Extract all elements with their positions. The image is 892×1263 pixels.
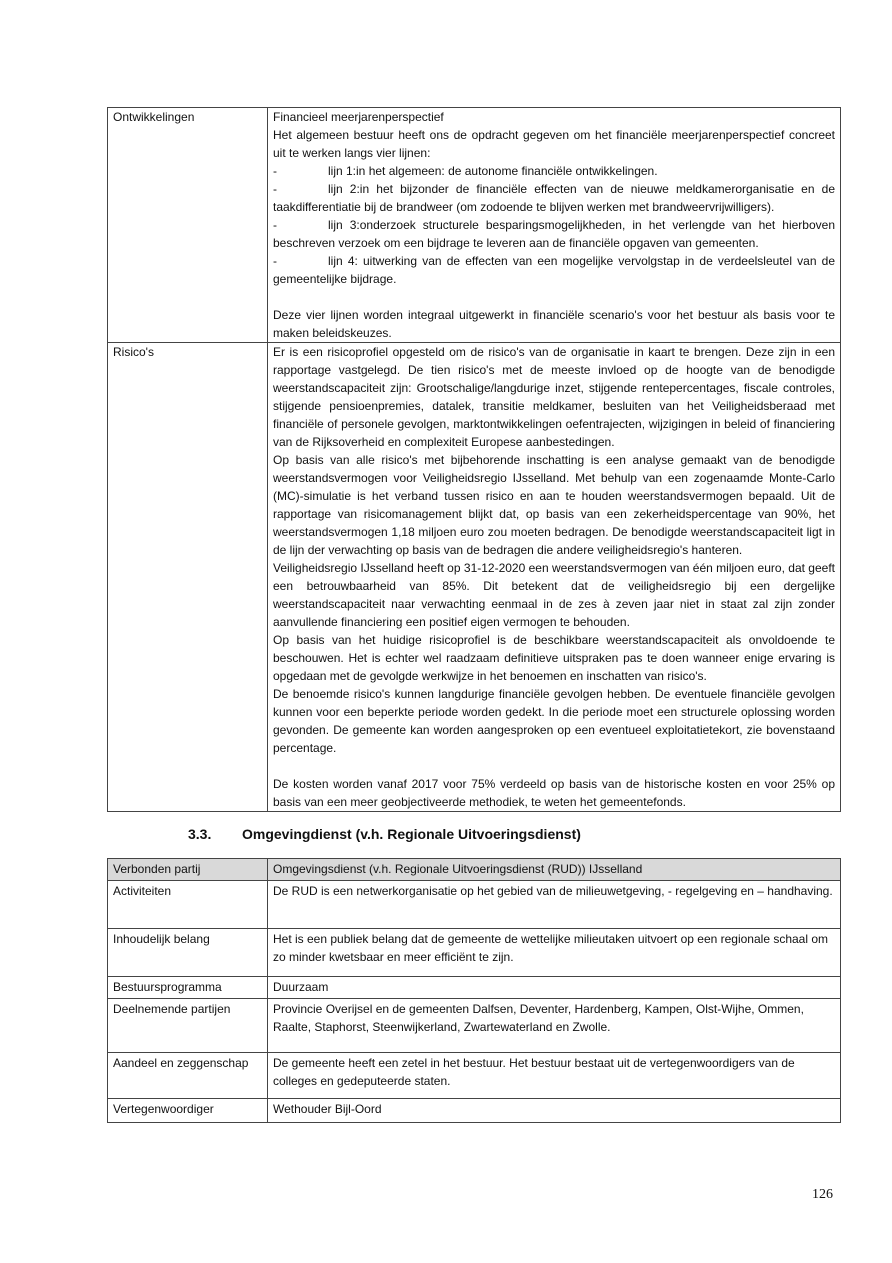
spacer — [273, 757, 835, 775]
cell-label: Vertegenwoordiger — [108, 1099, 268, 1123]
table-row — [108, 1053, 841, 1099]
ontwikkelingen-content — [268, 108, 841, 343]
list-item — [273, 162, 835, 180]
paragraph: De kosten worden vanaf 2017 voor 75% verdeeld op basis van de historische kosten en voor 25% op basis van een meer geobjectiveerde methodiek, te weten het gemeentefonds. — [273, 777, 835, 809]
cell-label: Bestuursprogramma — [108, 977, 268, 999]
risk-development-table — [107, 107, 841, 812]
paragraph: De benoemde risico's kunnen langdurige financiële gevolgen hebben. De eventuele financiële gevolgen kunnen voor een beperkte periode worden gedekt. In die periode moet een structurele oplossing worden gevonden. De gemeente kan worden aangesproken op een eventueel exploitatietekort, zie bovenstaand percentage. — [273, 687, 835, 755]
table-row — [108, 999, 841, 1053]
spacer — [273, 288, 835, 306]
paragraph: Op basis van het huidige risicoprofiel is de beschikbare weerstandscapaciteit als onvoldoende te beschouwen. Het is echter wel raadzaam definitieve uitspraken pas te doen wanneer enige ervaring is opgedaan met de gevolgde werkwijze in het benoemen en inschatten van risico's. — [273, 633, 835, 683]
bullet-continuation: beschreven verzoek om een bijdrage te leveren aan de financiële opgaven van gemeenten. — [273, 236, 759, 250]
content-subtitle: Financieel meerjarenperspectief — [273, 110, 444, 124]
cell-value: Omgevingsdienst (v.h. Regionale Uitvoeringsdienst (RUD)) IJsselland — [268, 859, 841, 881]
section-number: 3.3. — [188, 826, 212, 842]
table-row — [108, 108, 841, 343]
table-row — [108, 343, 841, 812]
cell-label: Aandeel en zeggenschap — [108, 1053, 268, 1099]
bullet-dash: - — [273, 164, 277, 178]
cell-value: De RUD is een netwerkorganisatie op het gebied van de milieuwetgeving, - regelgeving en – handhaving. — [268, 881, 841, 929]
bullet-dash: - — [273, 254, 277, 268]
bullet-dash: - — [273, 182, 277, 196]
bullet-dash: - — [273, 218, 277, 232]
bullet-text: lijn 1:in het algemeen: de autonome financiële ontwikkelingen. — [328, 164, 658, 178]
row-label-ontwikkelingen: Ontwikkelingen — [108, 108, 268, 343]
content-closing: Deze vier lijnen worden integraal uitgewerkt in financiële scenario's voor het bestuur als basis voor te maken beleidskeuzes. — [273, 308, 835, 340]
verbonden-partij-table — [107, 858, 841, 1123]
cell-value: Wethouder Bijl-Oord — [268, 1099, 841, 1123]
bullet-text: lijn 2:in het bijzonder de financiële effecten van de nieuwe meldkamerorganisatie en de — [328, 182, 835, 196]
table-row — [108, 929, 841, 977]
bullet-continuation: taakdifferentiatie bij de brandweer (om zodoende te blijven werken met brandweervrijwilligers). — [273, 200, 775, 214]
list-item — [273, 252, 835, 270]
cell-label: Inhoudelijk belang — [108, 929, 268, 977]
table-row — [108, 881, 841, 929]
cell-value: Provincie Overijsel en de gemeenten Dalfsen, Deventer, Hardenberg, Kampen, Olst-Wijhe, Ommen, Raalte, Staphorst, Steenwijkerland, Zwartewaterland en Zwolle. — [268, 999, 841, 1053]
table-row — [108, 977, 841, 999]
paragraph: Veiligheidsregio IJsselland heeft op 31-12-2020 een weerstandsvermogen van één miljoen euro, dat geeft een betrouwbaarheid van 85%. Dit betekent dat de veiligheidsregio bij een dergelijke weerstandscapaciteit naar verwachting eenmaal in de zes à zeven jaar niet in staat zal zijn zonder aanvullende financiering een positief eigen vermogen te behouden. — [273, 561, 835, 629]
cell-label: Verbonden partij — [108, 859, 268, 881]
bullet-continuation: gemeentelijke bijdrage. — [273, 272, 397, 286]
paragraph: Op basis van alle risico's met bijbehorende inschatting is een analyse gemaakt van de benodigde weerstandsvermogen voor Veiligheidsregio IJsselland. Met behulp van een zogenaamde Monte-Carlo (MC)-simulatie is het verband tussen risico en aan te houden weerstandsvermogen bepaald. Uit de rapportage van risicomanagement blijkt dat, op basis van een zekerheidspercentage van 90%, het weerstandsvermogen 1,18 miljoen euro zou moeten bedragen. De benodigde weerstandscapaciteit ligt in de lijn der verwachting op basis van de bedragen die andere veiligheidsregio's hanteren. — [273, 453, 835, 557]
page-number: 126 — [812, 1187, 833, 1202]
section-heading — [188, 826, 581, 842]
bullet-text: lijn 3:onderzoek structurele besparingsmogelijkheden, in het verlengde van het hierboven — [328, 218, 835, 232]
cell-label: Activiteiten — [108, 881, 268, 929]
list-item — [273, 180, 835, 198]
cell-label: Deelnemende partijen — [108, 999, 268, 1053]
cell-value: De gemeente heeft een zetel in het bestuur. Het bestuur bestaat uit de vertegenwoordigers van de colleges en gedeputeerde staten. — [268, 1053, 841, 1099]
cell-value: Het is een publiek belang dat de gemeente de wettelijke milieutaken uitvoert op een regionale schaal om zo minder kwetsbaar en meer efficiënt te zijn. — [268, 929, 841, 977]
row-label-risicos: Risico's — [108, 343, 268, 812]
table-row — [108, 1099, 841, 1123]
list-item — [273, 216, 835, 234]
section-title: Omgevingdienst (v.h. Regionale Uitvoeringsdienst) — [242, 826, 581, 842]
content-intro: Het algemeen bestuur heeft ons de opdracht gegeven om het financiële meerjarenperspectief concreet uit te werken langs vier lijnen: — [273, 128, 835, 160]
bullet-text: lijn 4: uitwerking van de effecten van een mogelijke vervolgstap in de verdeelsleutel van de — [328, 254, 835, 268]
cell-value: Duurzaam — [268, 977, 841, 999]
table-header-row — [108, 859, 841, 881]
risicos-content — [268, 343, 841, 812]
paragraph: Er is een risicoprofiel opgesteld om de risico's van de organisatie in kaart te brengen. Deze zijn in een rapportage vastgelegd. De tien risico's met de meeste invloed op de hoogte van de benodigde weerstandscapaciteit zijn: Grootschalige/langdurige inzet, stijgende rentepercentages, fiscale controles, stijgende pensioenpremies, datalek, transitie meldkamer, besluiten van het Veiligheidsberaad met financiële of personele gevolgen, marktontwikkelingen oefentrajecten, wijzigingen in beleid of financiering van de Rijksoverheid en complexiteit Europese aanbestedingen. — [273, 345, 835, 449]
